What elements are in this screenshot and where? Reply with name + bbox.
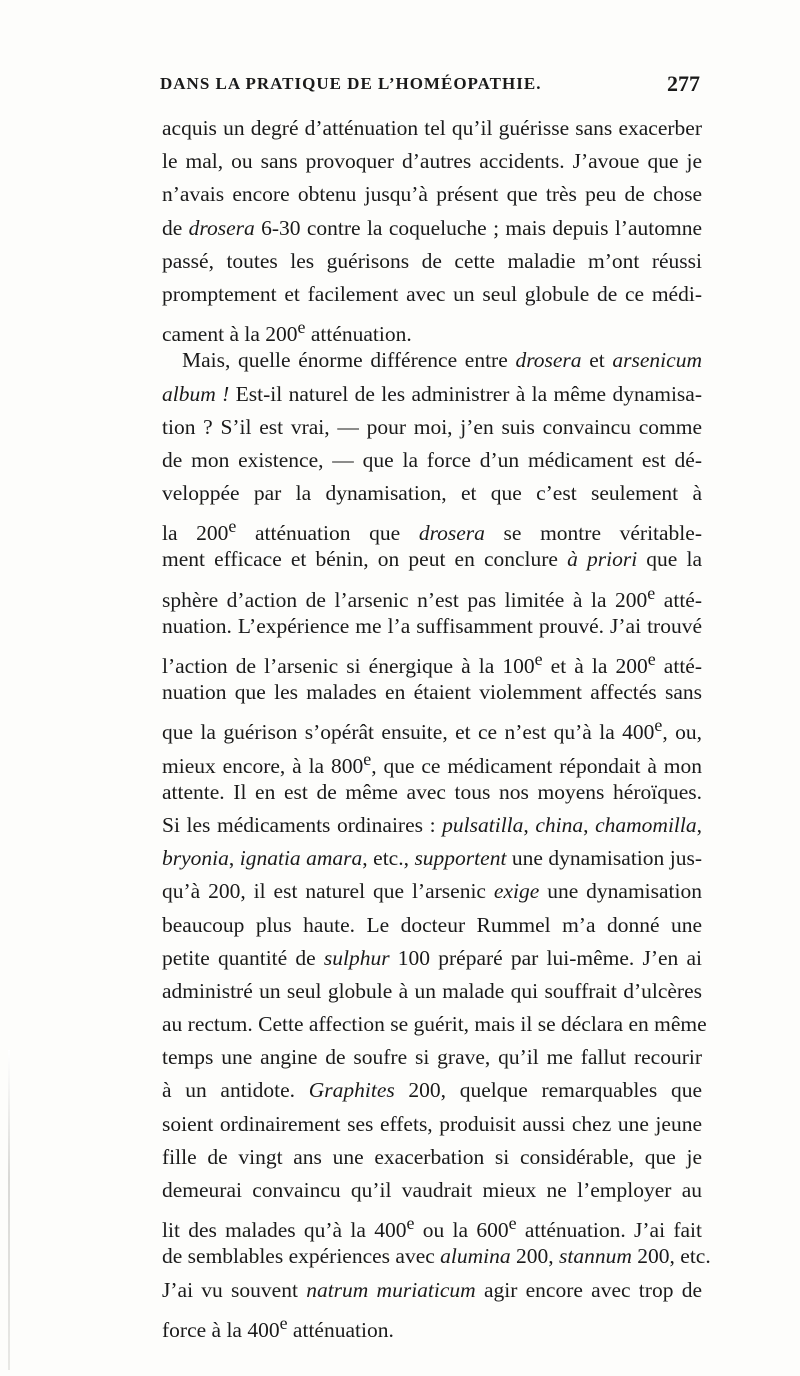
text-line: Mais, quelle énorme différence entre drosera et arsenicum [182,348,702,373]
text-line: passé, toutes les guérisons de cette maladie m’ont réussi [162,248,702,273]
text-line: acquis un degré d’atténuation tel qu’il guérisse sans exacerber [162,116,702,140]
text-line: ment efficace et bénin, on peut en conclure à priori que la [162,547,702,572]
body-text [162,112,711,1342]
text-line: petite quantité de sulphur 100 préparé par lui-même. J’en ai [162,945,703,970]
text-line: que la guérison s’opérât ensuite, et ce n’est qu’à la 400e, ou, [162,715,703,745]
page-number: 277 [667,71,700,96]
text-line: à un antidote. Graphites 200, quelque remarquables que [162,1078,702,1103]
text-line: administré un seul globule à un malade qui souffrait d’ulcères [162,978,702,1003]
text-line: de drosera 6-30 contre la coqueluche ; mais depuis l’automne [162,215,703,240]
text-line: au rectum. Cette affection se guérit, mais il se déclara en même [162,1012,707,1037]
text-line: n’avais encore obtenu jusqu’à présent que très peu de chose [162,182,702,207]
text-line: mieux encore, à la 800e, que ce médicament répondait à mon [162,748,702,778]
text-line: lit des malades qu’à la 400e ou la 600e atténuation. J’ai fait [162,1213,702,1243]
text-line: Si les médicaments ordinaires : pulsatilla, china, chamomilla, [162,812,703,837]
text-line: attente. Il en est de même avec tous nos moyens héroïques. [162,779,702,804]
text-line: qu’à 200, il est naturel que l’arsenic exige une dynamisation [162,879,703,904]
text-line: de semblables expériences avec alumina 200, stannum 200, etc. [162,1244,711,1269]
text-line: nuation que les malades en étaient violemment affectés sans [162,680,702,705]
text-line: cament à la 200e atténuation. [162,317,412,347]
text-line: tion ? S’il est vrai, — pour moi, j’en suis convaincu comme [162,414,702,439]
text-line: demeurai convaincu qu’il vaudrait mieux ne l’employer au [162,1178,702,1202]
text-line: fille de vingt ans une exacerbation si considérable, que je [162,1144,702,1169]
scan-edge [8,1050,10,1370]
text-line: de mon existence, — que la force d’un médicament est dé- [162,447,702,472]
text-line: soient ordinairement ses effets, produisit aussi chez une jeune [162,1111,702,1136]
text-line: l’action de l’arsenic si énergique à la 100e et à la 200e atté- [162,649,702,679]
text-line: bryonia, ignatia amara, etc., supportent une dynamisation jus- [162,846,702,871]
text-line: le mal, ou sans provoquer d’autres accidents. J’avoue que je [162,149,702,174]
text-line: force à la 400e atténuation. [162,1312,394,1342]
text-line: temps une angine de soufre si grave, qu’il me fallut recourir [162,1045,702,1070]
text-line: nuation. L’expérience me l’a suffisamment prouvé. J’ai trouvé [162,613,702,638]
text-line: beaucoup plus haute. Le docteur Rummel m’a donné une [162,912,702,937]
text-line: veloppée par la dynamisation, et que c’est seulement à [162,481,702,506]
text-line: sphère d’action de l’arsenic n’est pas limitée à la 200e atté- [162,582,702,612]
text-line: J’ai vu souvent natrum muriaticum agir encore avec trop de [162,1277,702,1302]
running-head [160,71,700,104]
text-line: la 200e atténuation que drosera se montre véritable- [162,516,702,546]
running-title: DANS LA PRATIQUE DE L’HOMÉOPATHIE. [160,74,542,93]
text-line: promptement et facilement avec un seul globule de ce médi- [162,281,702,306]
text-line: album ! Est-il naturel de les administrer à la même dynamisa- [162,381,703,406]
